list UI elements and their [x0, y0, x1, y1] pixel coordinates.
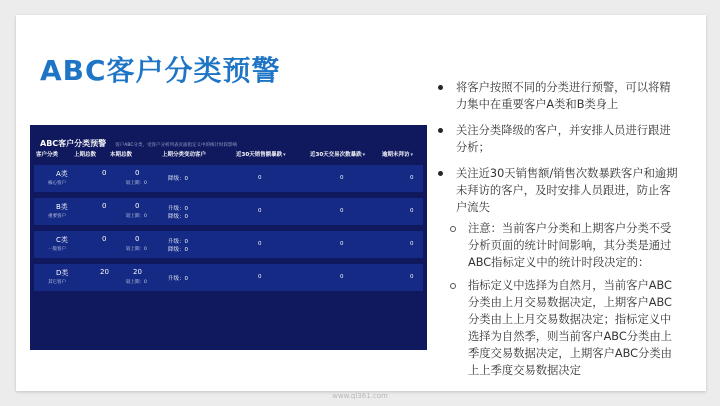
row-curr: 0	[135, 202, 140, 210]
slide-title: ABC客户分类预警	[40, 54, 281, 87]
col-prev-total: 上期总数	[74, 152, 97, 158]
row-class: B类	[56, 203, 68, 211]
bullet-line: 分析页面的统计时间影响，其分类是通过	[468, 239, 672, 252]
row-prev: 20	[100, 268, 109, 276]
row-curr-note: 较上期：0	[126, 247, 147, 252]
row-desc: 重要客户	[48, 214, 66, 219]
col-overdue-visit[interactable]: 逾期未拜访 ▾	[382, 150, 413, 158]
row-change: 升级：0	[168, 206, 188, 212]
bullet-line: 关注分类降级的客户，并安排人员进行跟进	[456, 124, 671, 137]
row-sales: 0	[258, 274, 262, 280]
row-class: A类	[56, 170, 68, 178]
panel-title: ABC客户分类预警	[40, 139, 107, 148]
row-curr-note: 较上期：0	[126, 181, 147, 186]
bullet-line: 选择为自然季，则当前客户ABC分类由上	[468, 330, 672, 343]
row-curr-note: 较上期：0	[126, 214, 147, 219]
bullet-line: 指标定义中选择为自然月，当前客户ABC	[468, 279, 672, 292]
bullet-ring-icon	[450, 283, 456, 289]
row-change: 升级：0	[168, 239, 188, 245]
bullet-line: 户流失	[456, 201, 490, 214]
row-desc: 其它客户	[48, 280, 66, 285]
table-header	[34, 147, 423, 161]
abc-warning-panel	[30, 125, 427, 350]
row-trades: 0	[340, 241, 344, 247]
row-class: D类	[56, 269, 69, 277]
bullet-line: 分类由上月交易数据决定，上期客户ABC	[468, 296, 672, 309]
row-sales: 0	[258, 241, 262, 247]
col-curr-total: 本期总数	[110, 152, 133, 158]
row-change: 降级：0	[168, 176, 188, 182]
bullet-line: 分类由上上月交易数据决定；指标定义中	[468, 313, 672, 326]
table-row[interactable]	[34, 231, 423, 258]
bullet-dot-icon	[438, 85, 443, 90]
row-curr: 0	[135, 235, 140, 243]
row-change: 升级：0	[168, 276, 188, 282]
row-class: C类	[56, 236, 68, 244]
bullet-line: 上上季度交易数据决定	[468, 364, 581, 377]
row-sales: 0	[258, 208, 262, 214]
row-prev: 0	[102, 169, 107, 177]
table-row[interactable]	[34, 165, 423, 192]
panel-subtitle: 客户ABC分类，受客户分析列表页面指定义中的统计时段影响	[115, 143, 237, 148]
row-sales: 0	[258, 175, 262, 181]
row-change-2: 降级：0	[168, 247, 188, 253]
row-curr-note: 较上期：0	[126, 280, 147, 285]
bullet-line: ABC指标定义中的统计时段决定的：	[468, 256, 650, 269]
bullet-ring-icon	[450, 226, 456, 232]
col-change: 上期分类变动客户	[162, 152, 207, 158]
row-prev: 0	[102, 235, 107, 243]
footer-url: www.ql361.com	[332, 392, 388, 400]
row-visit: 0	[410, 274, 414, 280]
row-desc: 一般客户	[48, 247, 66, 252]
bullet-line: 季度交易数据决定，上期客户ABC分类由	[468, 347, 672, 360]
row-trades: 0	[340, 208, 344, 214]
row-trades: 0	[340, 274, 344, 280]
col-sales-drop[interactable]: 近30天销售额暴跌 ▾	[236, 150, 286, 158]
bullet-line: 关注近30天销售额/销售次数暴跌客户和逾期	[456, 167, 678, 180]
col-class: 客户分类	[36, 152, 59, 158]
row-visit: 0	[410, 175, 414, 181]
bullet-line: 将客户按照不同的分类进行预警，可以将精	[456, 81, 671, 94]
bullet-line: 分析；	[456, 141, 490, 154]
row-visit: 0	[410, 241, 414, 247]
row-trades: 0	[340, 175, 344, 181]
bullet-dot-icon	[438, 128, 443, 133]
bullet-line: 力集中在重要客户A类和B类身上	[456, 98, 619, 111]
bullet-dot-icon	[438, 171, 443, 176]
bullet-line: 注意：当前客户分类和上期客户分类不受	[468, 222, 672, 235]
table-row[interactable]	[34, 198, 423, 225]
row-desc: 核心客户	[48, 181, 66, 186]
row-curr: 20	[133, 268, 142, 276]
slide	[16, 15, 706, 391]
row-curr: 0	[135, 169, 140, 177]
table-row[interactable]	[34, 264, 423, 291]
col-trades-drop[interactable]: 近30天交易次数暴跌 ▾	[310, 150, 365, 158]
row-change-2: 降级：0	[168, 214, 188, 220]
bullet-line: 未拜访的客户，及时安排人员跟进，防止客	[456, 184, 671, 197]
row-prev: 0	[102, 202, 107, 210]
row-visit: 0	[410, 208, 414, 214]
